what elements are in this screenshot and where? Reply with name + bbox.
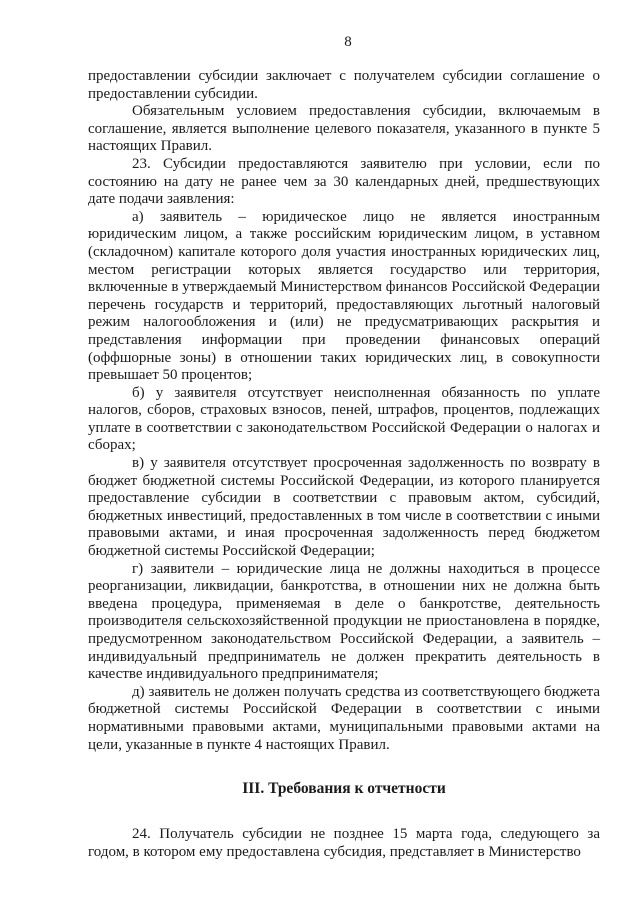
page-number: 8 xyxy=(344,34,352,50)
paragraph-24: 24. Получатель субсидии не позднее 15 марта года, следующего за годом, в котором ему предоставлена субсидия, представляет в Министерство xyxy=(88,826,600,860)
paragraph-23-g: г) заявители – юридические лица не должны находиться в процессе реорганизации, ликвидации, банкротства, в отношении них не должна быть введена процедура, применяемая в деле о банкротстве, деятельность производителя сельскохозяйственной продукции не приостановлена в порядке, предусмотренном законодательством Российской Федерации, а заявитель – индивидуальный предприниматель не должен прекратить деятельность в качестве индивидуального предпринимателя; xyxy=(88,560,600,683)
paragraph-23-a: а) заявитель – юридическое лицо не является иностранным юридическим лицом, а также российским юридическим лицом, в уставном (складочном) капитале которого доля участия иностранных юридических лиц, местом регистрации которых является государство или территория, включенные в утверждаемый Министерством финансов Российской Федерации перечень государств и территорий, предоставляющих льготный налоговый режим налогообложения и (или) не предусматривающих раскрытия и представления информации при проведении финансовых операций (оффшорные зоны) в отношении таких юридических лиц, в совокупности превышает 50 процентов; xyxy=(88,208,600,384)
paragraph-23-b: б) у заявителя отсутствует неисполненная обязанность по уплате налогов, сборов, страховых взносов, пеней, штрафов, процентов, подлежащих уплате в соответствии с законодательством Российской Федерации о налогах и сборах; xyxy=(88,384,600,454)
paragraph-condition-agreement: Обязательным условием предоставления субсидии, включаемым в соглашение, является выполнение целевого показателя, указанного в пункте 5 настоящих Правил. xyxy=(88,103,600,155)
paragraph-23-d: д) заявитель не должен получать средства из соответствующего бюджета бюджетной системы Российской Федерации в соответствии с иными нормативными правовыми актами, муниципальными правовыми актами на цели, указанные в пункте 4 настоящих Правил. xyxy=(88,683,600,753)
document-body xyxy=(88,68,600,861)
section-heading: III. Требования к отчетности xyxy=(242,780,446,798)
paragraph-23: 23. Субсидии предоставляются заявителю при условии, если по состоянию на дату не ранее чем за 30 календарных дней, предшествующих дате подачи заявления: xyxy=(88,155,600,208)
paragraph-continuation: предоставлении субсидии заключает с получателем субсидии соглашение о предоставлении субсидии. xyxy=(88,68,600,102)
paragraph-23-v: в) у заявителя отсутствует просроченная задолженность по возврату в бюджет бюджетной системы Российской Федерации, из которого планируется предоставление субсидии в соответствии с правовым актом, субсидий, бюджетных инвестиций, предоставленных в том числе в соответствии с иными правовыми актами, и иная просроченная задолженность перед бюджетом бюджетной системы Российской Федерации; xyxy=(88,455,600,560)
